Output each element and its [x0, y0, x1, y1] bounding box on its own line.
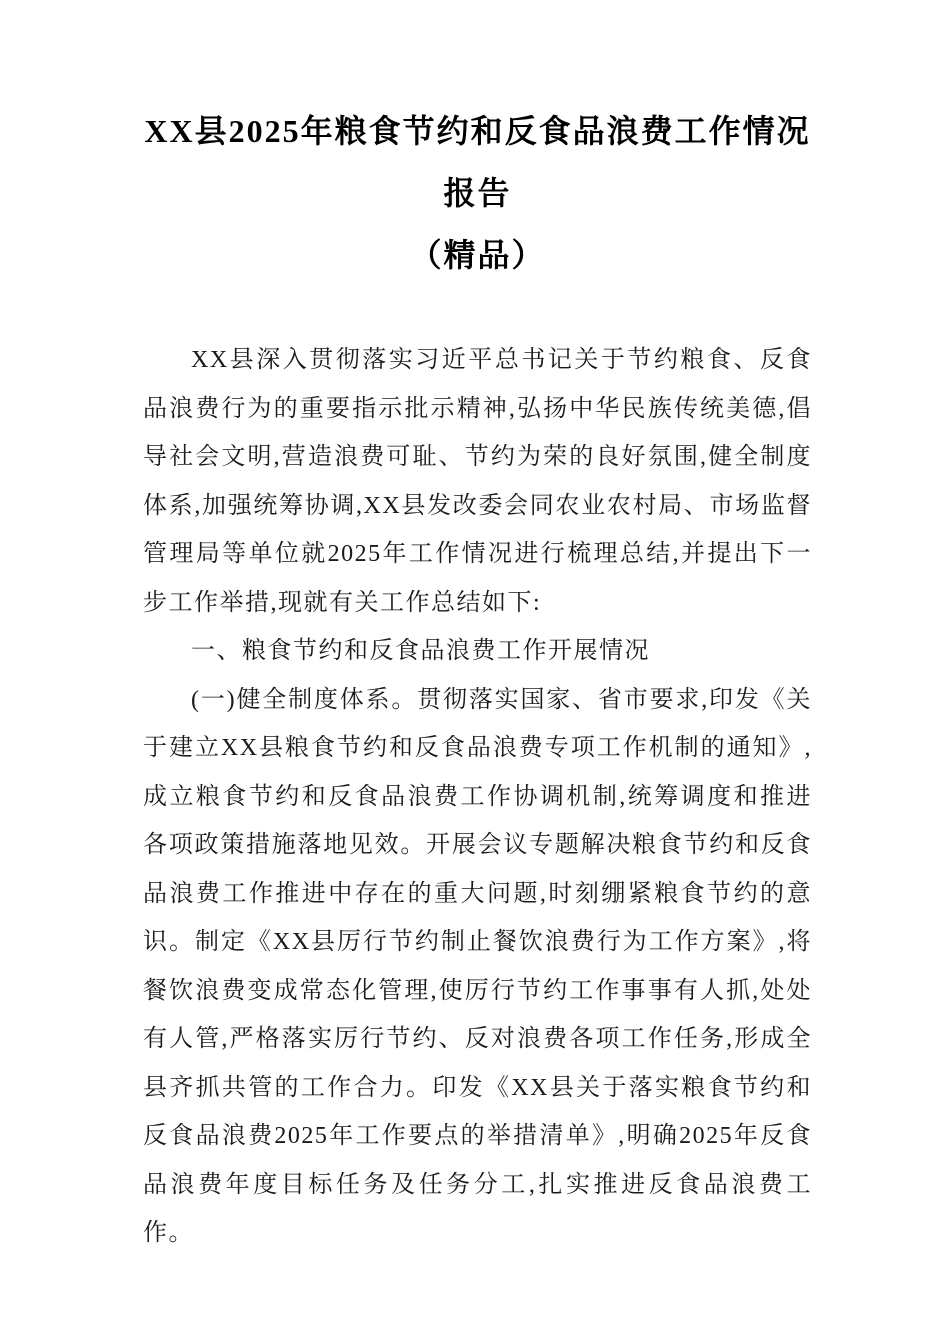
document-title-line-1: XX县2025年粮食节约和反食品浪费工作情况报告	[144, 113, 811, 211]
paragraph-intro: XX县深入贯彻落实习近平总书记关于节约粮食、反食品浪费行为的重要指示批示精神,弘扬中华民族传统美德,倡导社会文明,营造浪费可耻、节约为荣的良好氛围,健全制度体系,加强统筹协调,XX县发改委会同农业农村局、市场监督管理局等单位就2025年工作情况进行梳理总结,并提出下一步工作举措,现就有关工作总结如下:	[143, 347, 812, 616]
paragraph-section-1-content: (一)健全制度体系。贯彻落实国家、省市要求,印发《关于建立XX县粮食节约和反食品浪费专项工作机制的通知》,成立粮食节约和反食品浪费工作协调机制,统筹调度和推进各项政策措施落地见效。开展会议专题解决粮食节约和反食品浪费工作推进中存在的重大问题,时刻绷紧粮食节约的意识。制定《XX县厉行节约制止餐饮浪费行为工作方案》,将餐饮浪费变成常态化管理,使厉行节约工作事事有人抓,处处有人管,严格落实厉行节约、反对浪费各项工作任务,形成全县齐抓共管的工作合力。印发《XX县关于落实粮食节约和反食品浪费2025年工作要点的举措清单》,明确2025年反食品浪费年度目标任务及任务分工,扎实推进反食品浪费工作。	[143, 686, 812, 1246]
document-body	[143, 336, 812, 1258]
paragraph-section-heading: 一、粮食节约和反食品浪费工作开展情况	[191, 638, 650, 664]
document-title	[143, 100, 812, 286]
document-title-line-2: （精品）	[409, 237, 546, 273]
